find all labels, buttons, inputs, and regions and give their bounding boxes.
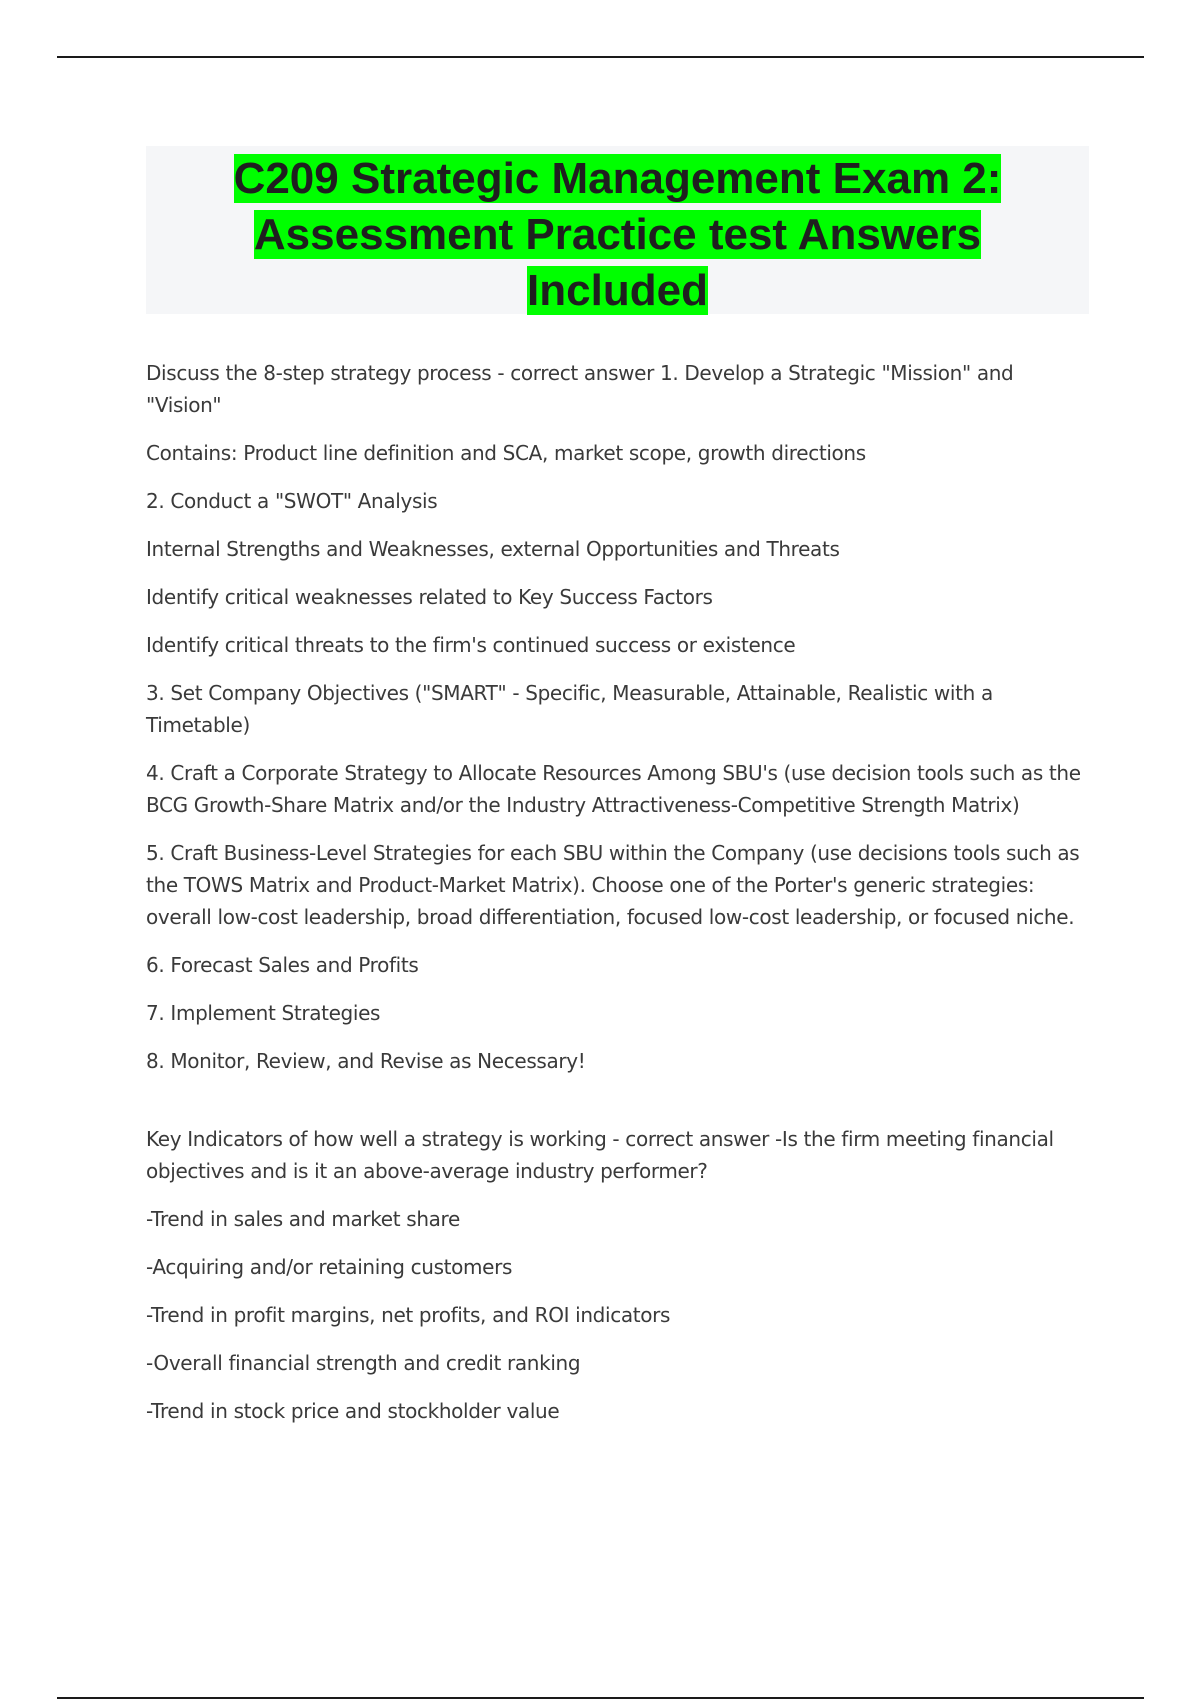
question-key-indicators: Key Indicators of how well a strategy is working - correct answer -Is the firm meeting financial objectives and is it an above-average industry performer? — [146, 1127, 1054, 1183]
answer-line: Internal Strengths and Weaknesses, external Opportunities and Threats — [146, 537, 840, 561]
answer-line: -Trend in sales and market share — [146, 1207, 460, 1231]
title-box — [146, 146, 1089, 314]
top-rule — [57, 56, 1144, 58]
title-line-1: C209 Strategic Management Exam 2: — [233, 154, 1002, 203]
answer-line: 4. Craft a Corporate Strategy to Allocate Resources Among SBU's (use decision tools such as the BCG Growth-Share Matrix and/or the Industry Attractiveness-Competitive Strength Matrix) — [146, 761, 1081, 817]
answer-line: -Trend in profit margins, net profits, and ROI indicators — [146, 1303, 671, 1327]
answer-line: Identify critical threats to the firm's continued success or existence — [146, 633, 796, 657]
answer-line: -Overall financial strength and credit ranking — [146, 1351, 581, 1375]
question-8-step-process: Discuss the 8-step strategy process - correct answer 1. Develop a Strategic "Mission" and "Vision" — [146, 361, 1014, 417]
answer-line: 3. Set Company Objectives ("SMART" - Specific, Measurable, Attainable, Realistic with a Timetable) — [146, 681, 993, 737]
bottom-rule — [57, 1697, 1144, 1699]
document-title — [146, 146, 1089, 319]
document-body — [146, 357, 1091, 1443]
answer-line: -Trend in stock price and stockholder value — [146, 1399, 560, 1423]
answer-line: 7. Implement Strategies — [146, 1001, 381, 1025]
answer-line: 2. Conduct a "SWOT" Analysis — [146, 489, 438, 513]
answer-line: Contains: Product line definition and SCA, market scope, growth directions — [146, 441, 866, 465]
answer-line: 6. Forecast Sales and Profits — [146, 953, 419, 977]
answer-line: 5. Craft Business-Level Strategies for each SBU within the Company (use decisions tools such as the TOWS Matrix and Product-Market Matrix). Choose one of the Porter's generic strategies: overall low-cost leadership, broad differentiation, focused low-cost leadership, or focused niche. — [146, 841, 1080, 929]
answer-line: 8. Monitor, Review, and Revise as Necessary! — [146, 1049, 586, 1073]
title-line-3: Included — [527, 266, 708, 315]
title-line-2: Assessment Practice test Answers — [253, 210, 982, 259]
answer-line: Identify critical weaknesses related to Key Success Factors — [146, 585, 713, 609]
answer-line: -Acquiring and/or retaining customers — [146, 1255, 513, 1279]
